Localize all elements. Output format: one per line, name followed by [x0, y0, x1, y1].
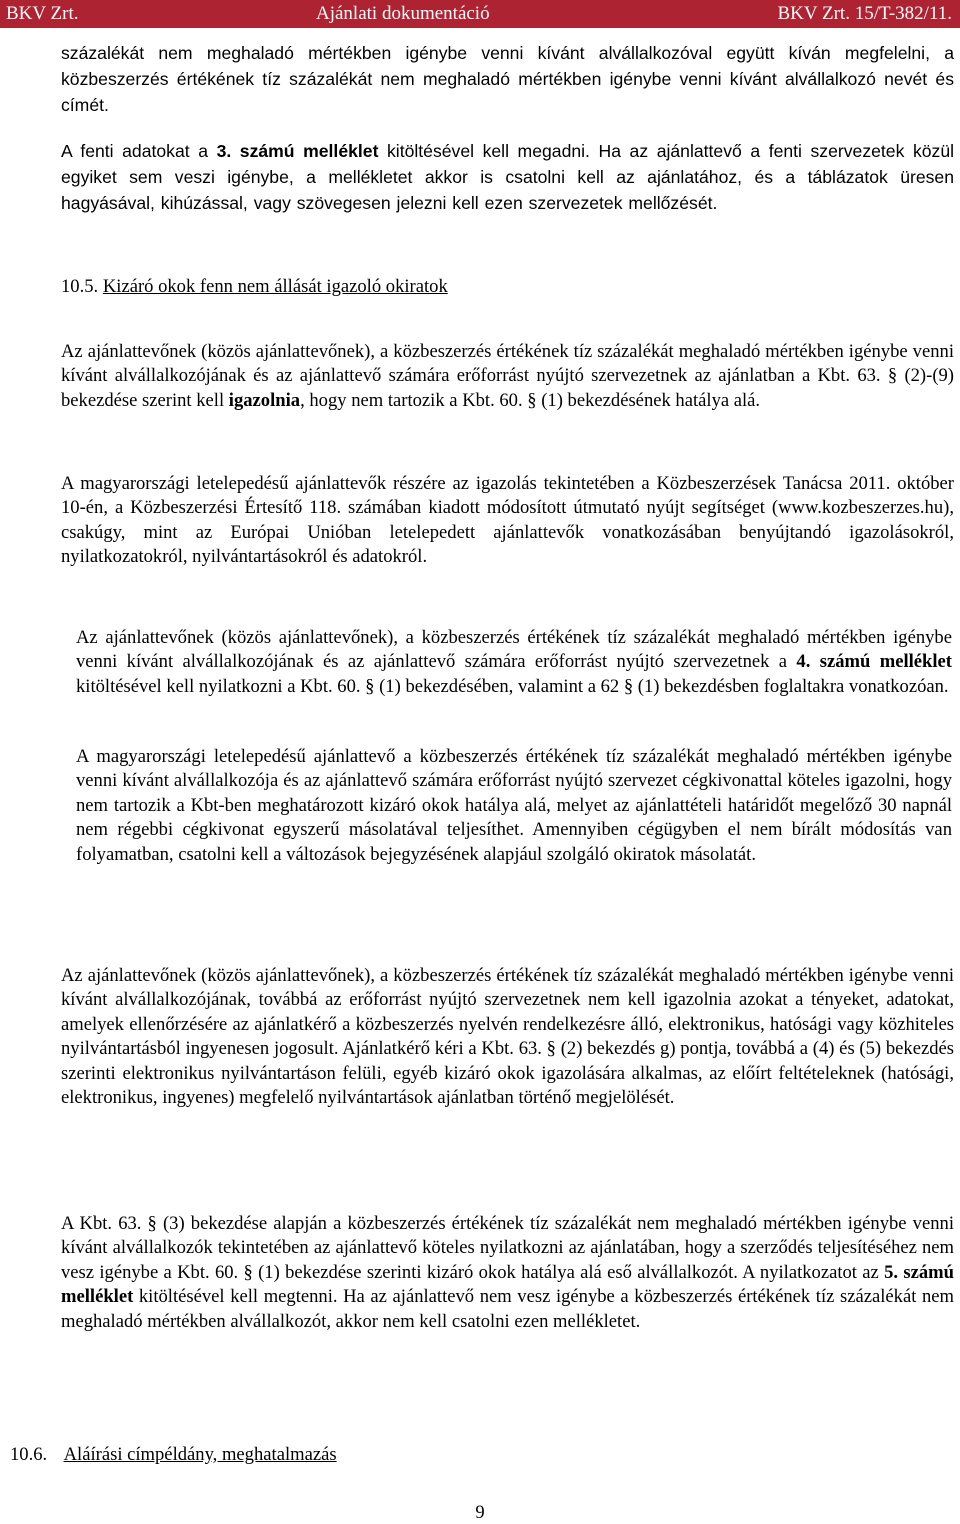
section-heading-10-5 — [61, 275, 448, 299]
paragraph-text: Az ajánlattevőnek (közös ajánlattevőnek), a közbeszerzés értékének tíz százalékát meghaladó mértékben igénybe venni kívánt alvállalkozójának és az ajánlattevő számára erőforrást nyújtó szervezetnek a — [76, 627, 952, 673]
emphasis-igazolnia: igazolnia — [228, 389, 301, 411]
paragraph-subcontractor-intro — [61, 40, 954, 118]
paragraph-text: A Kbt. 63. § (3) bekezdése alapján a közbeszerzés értékének tíz százalékát nem meghaladó mértékben igénybe venni kívánt alvállalkozók tekintetében az ajánlattevő köteles nyilatkozni az ajánlatában, hogy a szerződés teljesítéséhez nem vesz igénybe a Kbt. 60. § (1) bekezdése szerinti kizáró okok hatálya alá eső alvállalkozót. A nyilatkozatot az — [61, 1213, 954, 1283]
section-title: Aláírási címpéldány, meghatalmazás — [63, 1444, 337, 1465]
section-number: 10.5. — [61, 276, 99, 297]
paragraph-text: A magyarországi letelepedésű ajánlattevő a közbeszerzés értékének tíz százalékát meghaladó mértékben igénybe venni kívánt alvállalkozója és az ajánlattevő számára erőforrást nyújtó szervezet cégkivonattal köteles igazolni, hogy nem tartozik a Kbt-ben meghatározott kizáró okok hatálya alá, melyet az ajánlattételi határidőt megelőző 30 napnál nem régebbi cégkivonat egyszerű másolatával teljesíthet. Amennyiben cégügyben el nem bírált módosítás van folyamatban, csatolni kell a változások bejegyzésének alapjául szolgáló okiratok másolatát. — [76, 746, 952, 865]
section-title: Kizáró okok fenn nem állását igazoló okiratok — [102, 276, 448, 297]
paragraph-annex-5 — [61, 1212, 954, 1334]
page-header — [0, 0, 960, 28]
paragraph-text: , hogy nem tartozik a Kbt. 60. § (1) bekezdésének hatálya alá. — [300, 389, 761, 411]
paragraph-annex-4 — [76, 626, 952, 699]
paragraph-annex-3 — [61, 138, 954, 216]
header-left: BKV Zrt. — [6, 3, 79, 24]
annex-3-reference: 3. számú melléklet — [216, 141, 379, 161]
paragraph-certification-obligation — [61, 340, 954, 413]
paragraph-text: A fenti adatokat a — [61, 141, 217, 161]
page-number: 9 — [475, 1502, 485, 1523]
paragraph-public-registers — [61, 964, 954, 1110]
annex-5-reference: 5. számú melléklet — [61, 1261, 954, 1308]
section-number: 10.6. — [10, 1444, 48, 1465]
paragraph-text: százalékát nem meghaladó mértékben igénybe venni kívánt alvállalkozóval együtt kíván megfelelni, a közbeszerzés értékének tíz százalékát nem meghaladó mértékben igénybe venni kívánt alvállalkozó nevét és címét. — [61, 43, 954, 115]
header-center: Ajánlati dokumentáció — [316, 3, 490, 24]
header-right: BKV Zrt. 15/T-382/11. — [777, 3, 952, 24]
paragraph-domestic-bidders-guidance — [61, 472, 954, 570]
paragraph-text: kitöltésével kell megtenni. Ha az ajánlattevő nem vesz igénybe a közbeszerzés értékének tíz százalékát nem meghaladó mértékben alvállalkozót, akkor nem kell csatolni ezen mellékletet. — [61, 1286, 954, 1332]
paragraph-text: Az ajánlattevőnek (közös ajánlattevőnek), a közbeszerzés értékének tíz százalékát meghaladó mértékben igénybe venni kívánt alvállalkozójának és az ajánlattevő számára erőforrást nyújtó szervezetnek az ajánlatban a Kbt. 63. § (2)-(9) bekezdése szerint kell — [61, 341, 954, 411]
annex-4-reference: 4. számú melléklet — [796, 651, 952, 673]
paragraph-text: kitöltésével kell megadni. Ha az ajánlattevő a fenti szervezetek közül egyiket sem veszi igénybe, a mellékletet akkor is csatolni kell az ajánlatához, és a táblázatok üresen hagyásával, kihúzással, vagy szövegesen jelezni kell ezen szervezetek mellőzését. — [61, 141, 955, 213]
paragraph-text: Az ajánlattevőnek (közös ajánlattevőnek), a közbeszerzés értékének tíz százalékát meghaladó mértékben igénybe venni kívánt alvállalkozójának, továbbá az erőforrást nyújtó szervezetnek nem kell igazolnia azokat a tényeket, adatokat, amelyek ellenőrzésére az ajánlatkérő a közbeszerzés nyelvén rendelkezésre álló, elektronikus, hatósági vagy közhiteles nyilvántartásból ingyenesen jogosult. Ajánlatkérő kéri a Kbt. 63. § (2) bekezdés g) pontja, továbbá a (4) és (5) bekezdés szerinti elektronikus nyilvántartáson felüli, egyéb kizáró okok igazolására alkalmas, az előírt feltételeknek (hatósági, elektronikus, ingyenes) megfelelő nyilvántartások ajánlatban történő megjelölését. — [61, 965, 954, 1109]
paragraph-text: A magyarországi letelepedésű ajánlattevők részére az igazolás tekintetében a Közbeszerzések Tanácsa 2011. október 10-én, a Közbeszerzési Értesítő 118. számában kiadott módosított útmutató nyújt segítséget (www.kozbeszerzes.hu), csakúgy, mint az Európai Unióban letelepedett ajánlattevők vonatkozásában benyújtandó igazolásokról, nyilatkozatokról, nyilvántartásokról és adatokról. — [61, 473, 954, 568]
paragraph-company-extract — [76, 745, 952, 867]
paragraph-text: kitöltésével kell nyilatkozni a Kbt. 60. § (1) bekezdésében, valamint a 62 § (1) bekezdésben foglaltakra vonatkozóan. — [76, 675, 949, 697]
section-heading-10-6 — [10, 1443, 337, 1467]
